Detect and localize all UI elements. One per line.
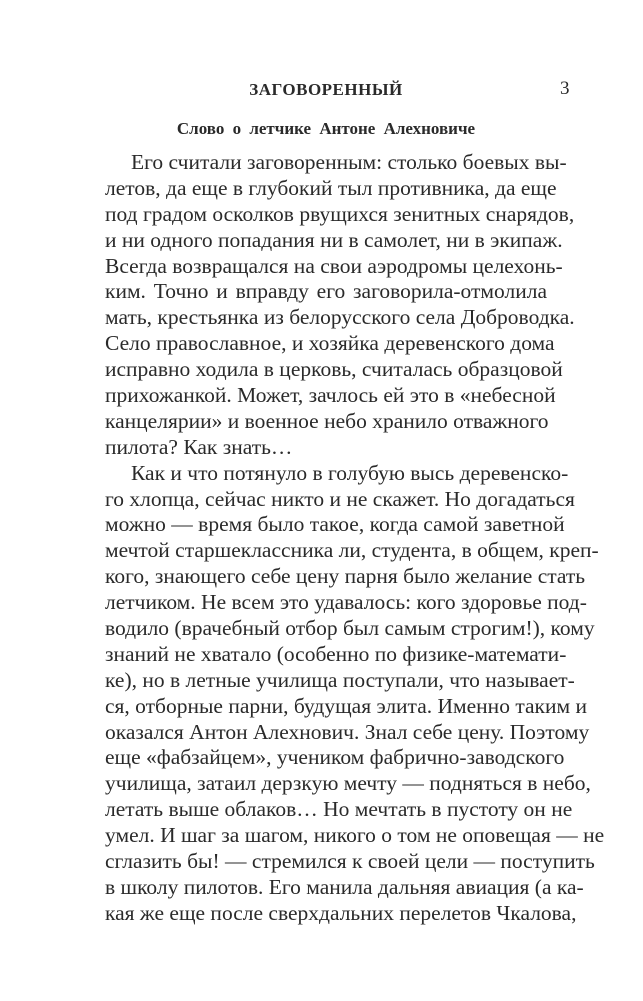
text-line: кого, знающего себе цену парня было желание стать xyxy=(105,564,586,589)
text-line: Как и что потянуло в голубую высь деревенско- xyxy=(131,460,569,485)
page-number: 3 xyxy=(560,78,570,99)
chapter-subtitle: Слово о летчике Антоне Алехновиче xyxy=(176,119,476,138)
text-line: Всегда возвращался на свои аэродромы целехонь- xyxy=(105,253,563,278)
text-line: ся, отборные парни, будущая элита. Именно таким и xyxy=(105,693,587,718)
text-line: знаний не хватало (особенно по физике-математи- xyxy=(105,641,567,666)
text-line: летов, да еще в глубокий тыл противника, да еще xyxy=(105,175,557,200)
text-line: Село православное, и хозяйка деревенского дома xyxy=(105,331,555,356)
text-line: и ни одного попадания ни в самолет, ни в экипаж. xyxy=(105,227,563,252)
text-line: ким. Точно и вправду его заговорила-отмолила xyxy=(105,279,547,304)
text-line: пилота? Как знать… xyxy=(105,434,293,459)
body-text xyxy=(105,150,605,927)
text-line: кая же еще после сверхдальних перелетов Чкалова, xyxy=(105,900,577,925)
text-line: училища, затаил дерзкую мечту — подняться в небо, xyxy=(105,771,591,796)
text-line: исправно ходила в церковь, считалась образцовой xyxy=(105,357,563,382)
text-line: мать, крестьянка из белорусского села Доброводка. xyxy=(105,305,575,330)
text-line: Его считали заговоренным: столько боевых вы- xyxy=(131,150,567,174)
text-line: под градом осколков рвущихся зенитных снарядов, xyxy=(105,201,575,226)
text-line: летчиком. Не всем это удавалось: кого здоровье под- xyxy=(105,590,587,615)
running-head: ЗАГОВОРЕННЫЙ xyxy=(249,80,403,99)
text-line: в школу пилотов. Его манила дальняя авиация (а ка- xyxy=(105,874,584,899)
text-line: летать выше облаков… Но мечтать в пустоту он не xyxy=(105,797,573,822)
text-line: мечтой старшеклассника ли, студента, в общем, креп- xyxy=(105,538,599,563)
text-line: ке), но в летные училища поступали, что называет- xyxy=(105,667,575,692)
text-line: еще «фабзайцем», учеником фабрично-заводского xyxy=(105,745,565,770)
text-line: водило (врачебный отбор был самым строгим!), кому xyxy=(105,616,595,641)
text-line: канцелярии» и военное небо хранило отважного xyxy=(105,408,549,433)
text-line: можно — время было такое, когда самой заветной xyxy=(105,512,565,537)
text-line: умел. И шаг за шагом, никого о том не оповещая — не xyxy=(105,823,605,848)
text-line: сглазить бы! — стремился к своей цели — поступить xyxy=(105,849,595,874)
text-line: го хлопца, сейчас никто и не скажет. Но догадаться xyxy=(105,486,575,511)
text-line: оказался Антон Алехнович. Знал себе цену. Поэтому xyxy=(105,719,590,744)
text-line: прихожанкой. Может, зачлось ей это в «небесной xyxy=(105,383,556,408)
